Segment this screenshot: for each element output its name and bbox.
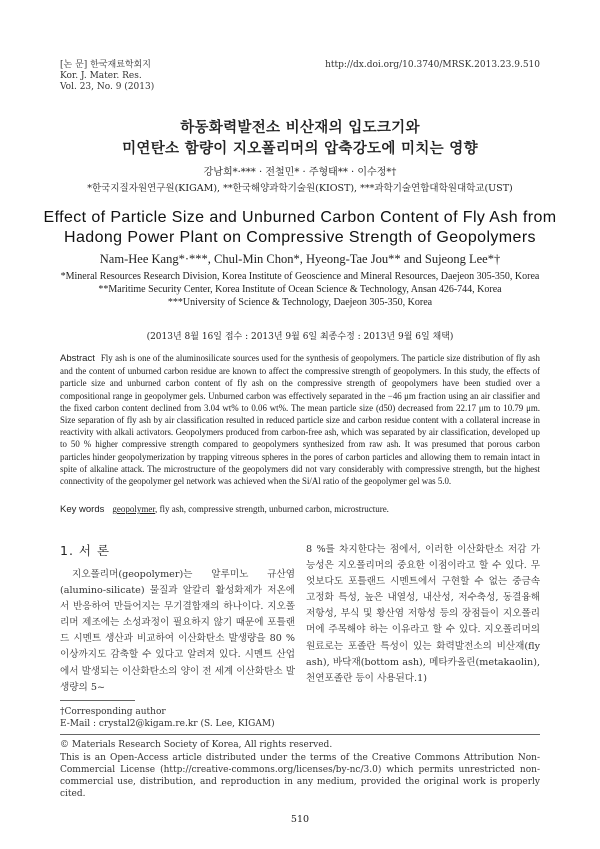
- english-authors: Nam-Hee Kang*·***, Chul-Min Chon*, Hyeong-Tae Jou** and Sujeong Lee*†: [99, 252, 501, 266]
- section-heading-introduction: 1. 서 론: [60, 543, 111, 558]
- korean-affiliations: *한국지질자원연구원(KIGAM), **한국해양과학기술원(KIOST), ***과학기술연합대학원대학교(UST): [87, 183, 513, 194]
- keyword-geopolymer[interactable]: geopolymer: [112, 504, 155, 514]
- license-divider: [60, 734, 540, 735]
- korean-title-line2: 미연탄소 함량이 지오폴리머의 압축강도에 미치는 영향: [122, 140, 478, 157]
- page-number: 510: [290, 814, 310, 825]
- license-text: This is an Open-Access article distributed under the terms of the Creative Commons Attribution Non-Commercial License (http://creative-commons.org/licenses/by-nc/3.0) which permits unrestricted non-commercial use, distribution, and reproduction in any medium, provided the original work is properly cited.: [60, 753, 540, 799]
- journal-header: [60, 60, 154, 93]
- english-title-line1: Effect of Particle Size and Unburned Carbon Content of Fly Ash from: [43, 209, 557, 226]
- abstract-label: Abstract: [60, 353, 95, 364]
- footnote-divider: [60, 700, 135, 701]
- journal-abbr: Kor. J. Mater. Res.: [60, 71, 142, 81]
- english-title: [0, 208, 600, 248]
- english-title-line2: Hadong Power Plant on Compressive Strength of Geopolymers: [64, 229, 536, 246]
- keywords: [60, 504, 540, 515]
- intro-right-column: 8 %를 차지한다는 점에서, 이러한 이산화탄소 저감 가능성은 지오폴리머의 중요한 이점이라고 할 수 있다. 무엇보다도 포틀랜드 시멘트에서 구현할 수 없는 중금속 고정화 특성, 높은 내열성, 내산성, 저수축성, 동결융해 저항성, 부식 및 황산염 저항성 등의 장점들이 지오폴리머에 주목해야 하는 이유라고 할 수 있다. 지오폴리머의 원료로는 포졸란 특성이 있는 화력발전소의 비산재(fly ash), 바닥재(bottom ash), 메타카올린(metakaolin), 천연포졸란 등이 사용된다.1): [306, 544, 540, 684]
- affiliation-kiost: **Maritime Security Center, Korea Institute of Ocean Science & Technology, Ansan 426-744, Korea: [98, 284, 502, 295]
- journal-name-kr: [논 문] 한국재료학회지: [60, 60, 151, 70]
- keywords-rest: , fly ash, compressive strength, unburned carbon, microstructure.: [155, 504, 389, 514]
- affiliation-kigam: *Mineral Resources Research Division, Korea Institute of Geoscience and Mineral Resources, Daejeon 305-350, Korea: [60, 271, 540, 282]
- korean-title: [0, 117, 600, 159]
- intro-left-column: 지오폴리머(geopolymer)는 알루미노 규산염(alumino-silicate) 물질과 알칼리 활성화제가 저온에서 반응하여 만들어지는 무기결합재의 하나이다. 지오폴리머 제조에는 소성과정이 필요하지 않기 때문에 포틀랜드 시멘트 생산과 비교하여 이산화탄소 발생량을 80 % 이상까지도 감축할 수 있다고 알려져 있다. 시멘트 산업에서 발생되는 이산화탄소의 양이 전 세계 이산화탄소 발생량의 5~: [60, 569, 295, 693]
- author-email[interactable]: E-Mail : crystal2@kigam.re.kr (S. Lee, KIGAM): [60, 719, 275, 729]
- received-dates: (2013년 8월 16일 접수 : 2013년 9월 6일 최종수정 : 2013년 9월 6일 채택): [146, 332, 454, 342]
- keywords-label: Key words: [60, 504, 105, 515]
- english-affiliations: [0, 270, 600, 309]
- copyright-notice: © Materials Research Society of Korea, All rights reserved.: [60, 740, 333, 750]
- corresponding-author: †Corresponding author: [60, 707, 166, 717]
- abstract: [60, 352, 540, 487]
- journal-volume: Vol. 23, No. 9 (2013): [60, 82, 155, 92]
- korean-authors: 강남희*·*** · 전철민* · 주형태** · 이수정*†: [203, 167, 397, 178]
- doi-link[interactable]: http://dx.doi.org/10.3740/MRSK.2013.23.9.510: [325, 60, 540, 70]
- affiliation-ust: ***University of Science & Technology, Daejeon 305-350, Korea: [167, 297, 433, 308]
- abstract-text: Fly ash is one of the aluminosilicate sources used for the synthesis of geopolymers. The particle size distribution of fly ash and the content of unburned carbon residue are known to affect the compressive strength of geopolymers. In this study, the effects of particle size and unburned carbon content of fly ash on the compressive strength of geopolymers have been studied over a compositional range in geopolymer gels. Unburned carbon was effectively separated in the −46 μm fraction using an air classifier and the fixed carbon content declined from 3.04 wt% to 0.06 wt%. The mean particle size (d50) decreased from 22.17 μm to 10.79 μm. Size separation of fly ash by air classification resulted in reduced particle size and carbon residue content with a collateral increase in reactivity with alkali activators. Geopolymers produced from carbon-free ash, which was separated by air classification, developed up to 50 % higher compressive strength compared to geopolymers synthesized from raw ash. It was presumed that porous carbon particles hinder geopolymerization by trapping vitreous spheres in the pores of carbon particles and allowing them to remain intact in spite of alkaline attack. The microstructure of the geopolymers did not vary considerably with compressive strength, but the highest connectivity of the geopolymer gel network was achieved when the Si/Al ratio of the geopolymer gel was 5.0.: [60, 353, 540, 487]
- korean-title-line1: 하동화력발전소 비산재의 입도크기와: [180, 119, 420, 136]
